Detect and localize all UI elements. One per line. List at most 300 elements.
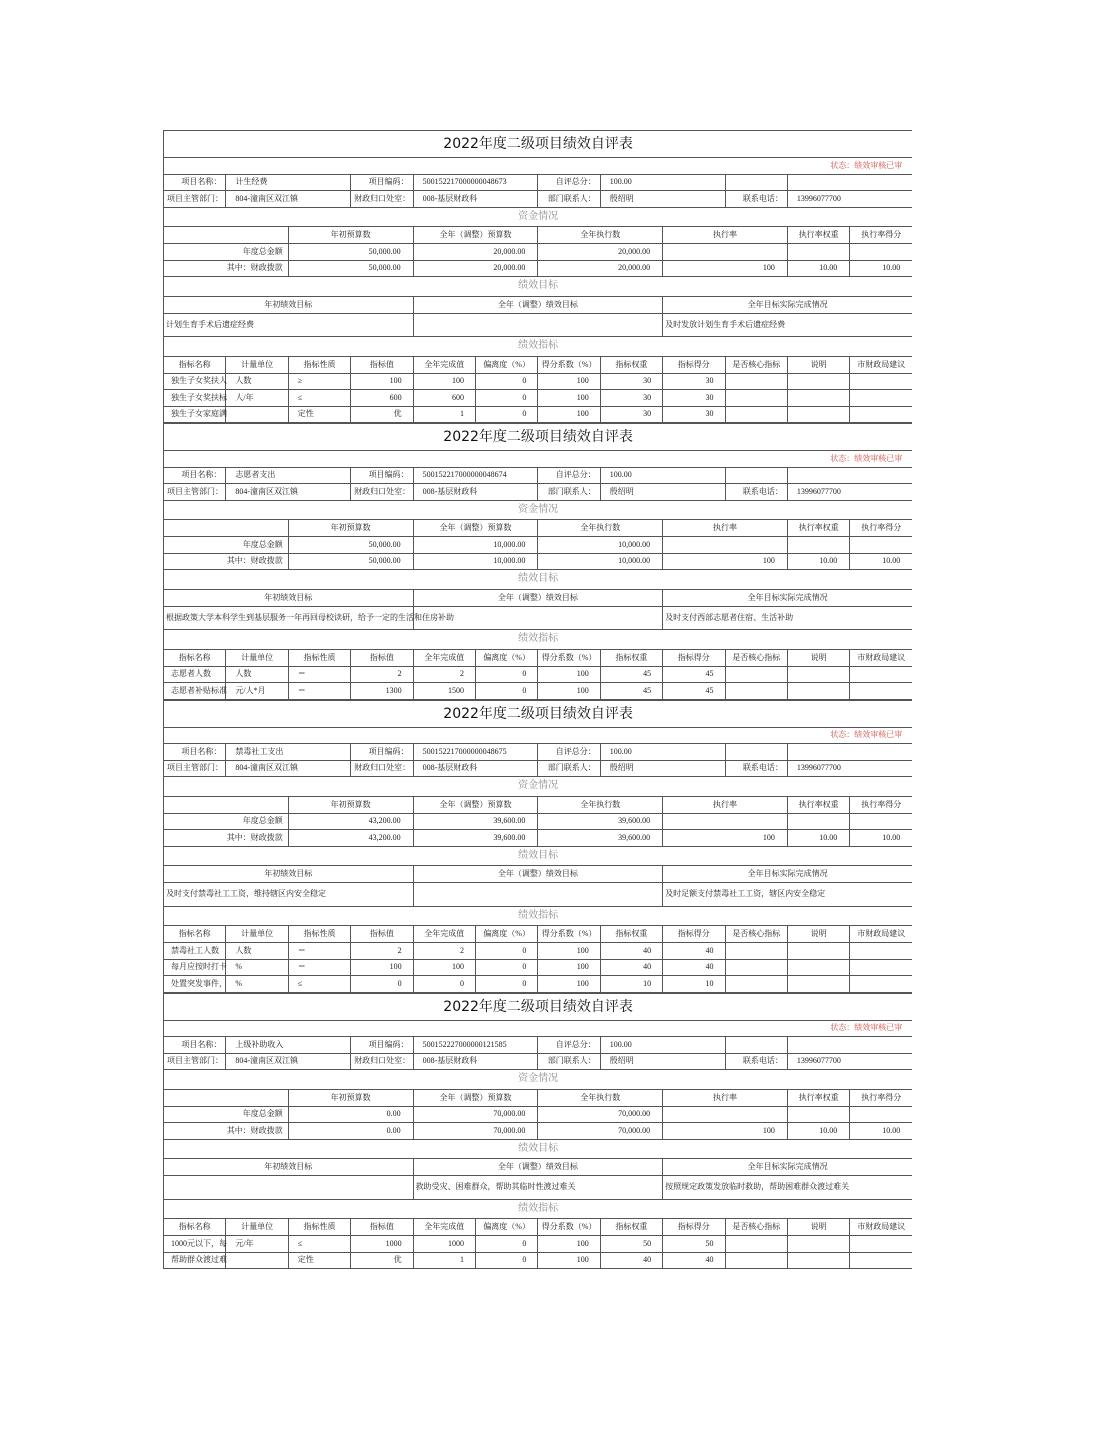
indicator-rows bbox=[164, 943, 913, 993]
indicator-note bbox=[787, 1252, 849, 1269]
funding-fiscal-adjusted: 20,000.00 bbox=[413, 260, 538, 277]
funding-total-adjusted: 10,000.00 bbox=[413, 537, 538, 554]
empty-cell bbox=[787, 467, 912, 484]
empty-cell bbox=[663, 244, 788, 261]
indicator-name: 处置突发事件， bbox=[164, 976, 226, 993]
funding-fiscal-initial: 50,000.00 bbox=[288, 553, 413, 570]
empty-cell bbox=[725, 174, 787, 191]
indicator-nature: ≤ bbox=[288, 1236, 350, 1253]
indicator-target: 600 bbox=[351, 390, 413, 407]
funding-fiscal-weight: 10.00 bbox=[787, 553, 849, 570]
funding-fiscal-initial: 50,000.00 bbox=[288, 260, 413, 277]
indicator-weight: 40 bbox=[600, 943, 662, 960]
table-header-body bbox=[164, 424, 913, 667]
project-code-label: 项目编码： bbox=[351, 467, 413, 484]
indicator-target: 100 bbox=[351, 959, 413, 976]
funding-header-adjusted: 全年（调整）预算数 bbox=[413, 520, 538, 537]
indicator-suggestion bbox=[850, 1236, 912, 1253]
indicator-weight: 40 bbox=[600, 959, 662, 976]
indicator-target: 优 bbox=[351, 406, 413, 423]
indicator-header-name: 指标名称 bbox=[164, 356, 226, 373]
indicator-row bbox=[164, 943, 913, 960]
indicator-core-flag bbox=[725, 683, 787, 700]
department-label: 项目主管部门： bbox=[164, 191, 226, 208]
indicator-deviation: 0 bbox=[475, 373, 537, 390]
funding-fiscal-initial: 43,200.00 bbox=[288, 830, 413, 847]
department-value: 804-潼南区双江镇 bbox=[226, 760, 351, 777]
indicator-deviation: 0 bbox=[475, 976, 537, 993]
indicator-score: 10 bbox=[663, 976, 725, 993]
table-title: 2022年度二级项目绩效自评表 bbox=[164, 993, 913, 1020]
status-text: 状态：绩效审核已审 bbox=[164, 1020, 913, 1037]
indicator-name: 志愿者补贴标准 bbox=[164, 683, 226, 700]
goal-header-adjusted: 全年（调整）绩效目标 bbox=[413, 296, 663, 313]
funding-header-score: 执行率得分 bbox=[850, 227, 912, 244]
funding-header-executed: 全年执行数 bbox=[538, 796, 663, 813]
indicator-nature: 定性 bbox=[288, 1252, 350, 1269]
indicator-weight: 45 bbox=[600, 666, 662, 683]
funding-header-score: 执行率得分 bbox=[850, 520, 912, 537]
empty-cell bbox=[787, 174, 912, 191]
funding-fiscal-initial: 0.00 bbox=[288, 1123, 413, 1140]
project-code-value: 500152217000000048673 bbox=[413, 174, 538, 191]
indicator-core-flag bbox=[725, 373, 787, 390]
empty-cell bbox=[725, 744, 787, 761]
phone-value: 13996077700 bbox=[787, 1053, 912, 1070]
indicator-header-name: 指标名称 bbox=[164, 649, 226, 666]
funding-fiscal-label: 其中：财政拨款 bbox=[164, 830, 289, 847]
indicator-row bbox=[164, 683, 913, 700]
indicator-coefficient: 100 bbox=[538, 959, 600, 976]
performance-evaluation-table bbox=[163, 700, 912, 993]
phone-label: 联系电话： bbox=[725, 191, 787, 208]
indicator-header-nature: 指标性质 bbox=[288, 1219, 350, 1236]
self-score-label: 自评总分： bbox=[538, 1037, 600, 1054]
self-score-value: 100.00 bbox=[600, 1037, 725, 1054]
indicator-row bbox=[164, 1236, 913, 1253]
project-code-value: 500152217000000048675 bbox=[413, 744, 538, 761]
project-code-value: 500152217000000048674 bbox=[413, 467, 538, 484]
indicator-deviation: 0 bbox=[475, 406, 537, 423]
empty-cell bbox=[164, 796, 289, 813]
indicator-header-score: 指标得分 bbox=[663, 356, 725, 373]
finance-office-label: 财政归口处室： bbox=[351, 484, 413, 501]
department-label: 项目主管部门： bbox=[164, 760, 226, 777]
indicator-coefficient: 100 bbox=[538, 683, 600, 700]
funding-header-executed: 全年执行数 bbox=[538, 1089, 663, 1106]
indicator-suggestion bbox=[850, 390, 912, 407]
self-score-label: 自评总分： bbox=[538, 744, 600, 761]
table-header-body bbox=[164, 131, 913, 374]
goals-header-row bbox=[164, 866, 913, 883]
indicator-header-deviation: 偏离度（%） bbox=[475, 649, 537, 666]
funding-header-initial: 年初预算数 bbox=[288, 796, 413, 813]
indicator-name: 独生子女家庭满 bbox=[164, 406, 226, 423]
indicator-header-core: 是否核心指标 bbox=[725, 649, 787, 666]
indicator-score: 40 bbox=[663, 1252, 725, 1269]
phone-label: 联系电话： bbox=[725, 484, 787, 501]
indicator-header-weight: 指标权重 bbox=[600, 649, 662, 666]
department-value: 804-潼南区双江镇 bbox=[226, 191, 351, 208]
empty-cell bbox=[663, 537, 788, 554]
funding-fiscal-rate: 100 bbox=[663, 830, 788, 847]
indicator-header-note: 说明 bbox=[787, 649, 849, 666]
funding-fiscal-score: 10.00 bbox=[850, 1123, 912, 1140]
project-info-row bbox=[164, 1037, 913, 1054]
indicator-target: 100 bbox=[351, 373, 413, 390]
indicator-header-suggestion: 市财政局建议 bbox=[850, 926, 912, 943]
phone-value: 13996077700 bbox=[787, 760, 912, 777]
indicator-header-target: 指标值 bbox=[351, 356, 413, 373]
contact-label: 部门联系人： bbox=[538, 191, 600, 208]
funding-total-row bbox=[164, 244, 913, 261]
indicator-score: 30 bbox=[663, 373, 725, 390]
indicators-section-heading: 绩效指标 bbox=[164, 337, 913, 357]
indicator-unit: 人数 bbox=[226, 943, 288, 960]
indicator-core-flag bbox=[725, 1252, 787, 1269]
indicator-name: 帮助群众渡过难 bbox=[164, 1252, 226, 1269]
indicator-target: 1300 bbox=[351, 683, 413, 700]
indicator-target: 2 bbox=[351, 666, 413, 683]
indicator-coefficient: 100 bbox=[538, 406, 600, 423]
funding-fiscal-label: 其中：财政拨款 bbox=[164, 553, 289, 570]
indicator-nature: ≥ bbox=[288, 373, 350, 390]
table-header-body bbox=[164, 700, 913, 943]
finance-office-value: 008-基层财政科 bbox=[413, 760, 538, 777]
indicator-weight: 30 bbox=[600, 373, 662, 390]
indicator-weight: 30 bbox=[600, 390, 662, 407]
indicator-score: 40 bbox=[663, 959, 725, 976]
phone-label: 联系电话： bbox=[725, 760, 787, 777]
self-score-value: 100.00 bbox=[600, 744, 725, 761]
indicator-header-unit: 计量单位 bbox=[226, 356, 288, 373]
indicator-nature: 定性 bbox=[288, 406, 350, 423]
funding-fiscal-row bbox=[164, 830, 913, 847]
indicator-actual: 1 bbox=[413, 1252, 475, 1269]
indicator-nature: ＝ bbox=[288, 683, 350, 700]
indicator-deviation: 0 bbox=[475, 959, 537, 976]
indicator-note bbox=[787, 943, 849, 960]
funding-total-label: 年度总金额 bbox=[164, 1106, 289, 1123]
contact-label: 部门联系人： bbox=[538, 1053, 600, 1070]
funding-fiscal-rate: 100 bbox=[663, 260, 788, 277]
indicator-actual: 100 bbox=[413, 373, 475, 390]
department-label: 项目主管部门： bbox=[164, 1053, 226, 1070]
project-name-value: 上级补助收入 bbox=[226, 1037, 351, 1054]
funding-fiscal-adjusted: 70,000.00 bbox=[413, 1123, 538, 1140]
status-text: 状态：绩效审核已审 bbox=[164, 158, 913, 175]
funding-header-adjusted: 全年（调整）预算数 bbox=[413, 1089, 538, 1106]
funding-header-weight: 执行率权重 bbox=[787, 227, 849, 244]
indicator-actual: 2 bbox=[413, 943, 475, 960]
indicator-header-unit: 计量单位 bbox=[226, 649, 288, 666]
goals-header-row bbox=[164, 296, 913, 313]
funding-fiscal-label: 其中：财政拨款 bbox=[164, 1123, 289, 1140]
indicator-header-target: 指标值 bbox=[351, 649, 413, 666]
indicator-note bbox=[787, 683, 849, 700]
indicator-header-row bbox=[164, 649, 913, 666]
goal-header-actual: 全年目标实际完成情况 bbox=[663, 589, 913, 606]
indicator-core-flag bbox=[725, 406, 787, 423]
goals-section-heading: 绩效目标 bbox=[164, 570, 913, 590]
empty-cell bbox=[164, 1089, 289, 1106]
project-name-label: 项目名称： bbox=[164, 467, 226, 484]
indicator-deviation: 0 bbox=[475, 1252, 537, 1269]
indicator-rows bbox=[164, 1236, 913, 1269]
project-name-value: 禁毒社工支出 bbox=[226, 744, 351, 761]
funding-header-adjusted: 全年（调整）预算数 bbox=[413, 227, 538, 244]
indicator-core-flag bbox=[725, 666, 787, 683]
indicator-row bbox=[164, 666, 913, 683]
funding-fiscal-weight: 10.00 bbox=[787, 1123, 849, 1140]
empty-cell bbox=[663, 813, 788, 830]
funding-header-rate: 执行率 bbox=[663, 796, 788, 813]
indicator-suggestion bbox=[850, 943, 912, 960]
indicator-header-core: 是否核心指标 bbox=[725, 356, 787, 373]
goal-header-adjusted: 全年（调整）绩效目标 bbox=[413, 589, 663, 606]
indicator-target: 1000 bbox=[351, 1236, 413, 1253]
indicator-coefficient: 100 bbox=[538, 1252, 600, 1269]
indicator-header-coefficient: 得分系数（%） bbox=[538, 356, 600, 373]
indicator-header-target: 指标值 bbox=[351, 926, 413, 943]
funding-header-weight: 执行率权重 bbox=[787, 796, 849, 813]
empty-cell bbox=[164, 227, 289, 244]
department-info-row bbox=[164, 484, 913, 501]
indicator-unit: 人数 bbox=[226, 373, 288, 390]
goal-header-adjusted: 全年（调整）绩效目标 bbox=[413, 1159, 663, 1176]
funding-total-row bbox=[164, 1106, 913, 1123]
performance-evaluation-table bbox=[163, 423, 912, 700]
indicator-actual: 600 bbox=[413, 390, 475, 407]
indicator-note bbox=[787, 1236, 849, 1253]
contact-label: 部门联系人： bbox=[538, 760, 600, 777]
indicator-header-coefficient: 得分系数（%） bbox=[538, 649, 600, 666]
indicator-row bbox=[164, 959, 913, 976]
finance-office-label: 财政归口处室： bbox=[351, 191, 413, 208]
indicator-header-deviation: 偏离度（%） bbox=[475, 356, 537, 373]
indicator-deviation: 0 bbox=[475, 943, 537, 960]
indicator-rows bbox=[164, 666, 913, 699]
project-name-label: 项目名称： bbox=[164, 174, 226, 191]
funding-total-label: 年度总金额 bbox=[164, 813, 289, 830]
indicator-header-note: 说明 bbox=[787, 1219, 849, 1236]
indicator-score: 50 bbox=[663, 1236, 725, 1253]
indicator-nature: ≤ bbox=[288, 390, 350, 407]
department-info-row bbox=[164, 1053, 913, 1070]
project-code-label: 项目编码： bbox=[351, 1037, 413, 1054]
contact-value: 殷绍明 bbox=[600, 484, 725, 501]
indicator-header-row bbox=[164, 926, 913, 943]
indicator-header-nature: 指标性质 bbox=[288, 649, 350, 666]
indicator-coefficient: 100 bbox=[538, 943, 600, 960]
indicator-header-unit: 计量单位 bbox=[226, 926, 288, 943]
department-info-row bbox=[164, 760, 913, 777]
indicator-score: 45 bbox=[663, 666, 725, 683]
goal-header-initial: 年初绩效目标 bbox=[164, 1159, 414, 1176]
funding-fiscal-executed: 70,000.00 bbox=[538, 1123, 663, 1140]
indicator-actual: 1500 bbox=[413, 683, 475, 700]
indicator-unit bbox=[226, 1252, 288, 1269]
indicator-score: 30 bbox=[663, 390, 725, 407]
goal-header-actual: 全年目标实际完成情况 bbox=[663, 296, 913, 313]
goal-header-initial: 年初绩效目标 bbox=[164, 589, 414, 606]
indicator-weight: 50 bbox=[600, 1236, 662, 1253]
indicator-header-weight: 指标权重 bbox=[600, 356, 662, 373]
indicator-rows bbox=[164, 373, 913, 423]
indicator-note bbox=[787, 390, 849, 407]
indicator-header-actual: 全年完成值 bbox=[413, 926, 475, 943]
goals-content-row bbox=[164, 1176, 913, 1200]
indicator-score: 40 bbox=[663, 943, 725, 960]
indicator-header-coefficient: 得分系数（%） bbox=[538, 1219, 600, 1236]
performance-evaluation-table bbox=[163, 993, 912, 1270]
indicator-nature: ＝ bbox=[288, 666, 350, 683]
indicator-core-flag bbox=[725, 390, 787, 407]
funding-total-executed: 39,600.00 bbox=[538, 813, 663, 830]
goals-section-heading: 绩效目标 bbox=[164, 846, 913, 866]
funding-total-label: 年度总金额 bbox=[164, 537, 289, 554]
indicator-unit: 元/年 bbox=[226, 1236, 288, 1253]
funding-header-executed: 全年执行数 bbox=[538, 227, 663, 244]
indicator-suggestion bbox=[850, 373, 912, 390]
indicator-coefficient: 100 bbox=[538, 390, 600, 407]
project-code-label: 项目编码： bbox=[351, 174, 413, 191]
funding-header-rate: 执行率 bbox=[663, 227, 788, 244]
goals-content-row bbox=[164, 313, 913, 337]
funding-header-weight: 执行率权重 bbox=[787, 520, 849, 537]
funding-fiscal-rate: 100 bbox=[663, 1123, 788, 1140]
funding-total-adjusted: 39,600.00 bbox=[413, 813, 538, 830]
funding-fiscal-label: 其中：财政拨款 bbox=[164, 260, 289, 277]
indicator-suggestion bbox=[850, 959, 912, 976]
funding-total-executed: 20,000.00 bbox=[538, 244, 663, 261]
project-info-row bbox=[164, 174, 913, 191]
contact-value: 殷绍明 bbox=[600, 1053, 725, 1070]
indicator-deviation: 0 bbox=[475, 666, 537, 683]
indicator-name: 志愿者人数 bbox=[164, 666, 226, 683]
self-score-label: 自评总分： bbox=[538, 467, 600, 484]
indicator-note bbox=[787, 666, 849, 683]
indicator-deviation: 0 bbox=[475, 390, 537, 407]
self-score-value: 100.00 bbox=[600, 467, 725, 484]
funding-section-heading: 资金情况 bbox=[164, 777, 913, 797]
indicator-unit: 元/人*月 bbox=[226, 683, 288, 700]
contact-value: 殷绍明 bbox=[600, 191, 725, 208]
indicator-weight: 10 bbox=[600, 976, 662, 993]
phone-value: 13996077700 bbox=[787, 191, 912, 208]
indicator-suggestion bbox=[850, 1252, 912, 1269]
goal-actual-text: 及时发放计划生育手术后遗症经费 bbox=[663, 313, 913, 337]
indicator-deviation: 0 bbox=[475, 683, 537, 700]
empty-cell bbox=[725, 1037, 787, 1054]
indicator-name: 每月应按时打卡 bbox=[164, 959, 226, 976]
indicator-target: 2 bbox=[351, 943, 413, 960]
project-code-value: 500152227000000121585 bbox=[413, 1037, 538, 1054]
project-name-value: 志愿者支出 bbox=[226, 467, 351, 484]
funding-header-score: 执行率得分 bbox=[850, 796, 912, 813]
goals-section-heading: 绩效目标 bbox=[164, 1139, 913, 1159]
goal-header-initial: 年初绩效目标 bbox=[164, 866, 414, 883]
funding-fiscal-row bbox=[164, 553, 913, 570]
empty-cell bbox=[787, 1037, 912, 1054]
indicator-name: 独生子女奖扶标 bbox=[164, 390, 226, 407]
indicator-unit: 人/年 bbox=[226, 390, 288, 407]
indicator-weight: 45 bbox=[600, 683, 662, 700]
indicator-core-flag bbox=[725, 976, 787, 993]
goals-content-row bbox=[164, 883, 913, 907]
empty-cell bbox=[850, 813, 912, 830]
funding-fiscal-rate: 100 bbox=[663, 553, 788, 570]
indicator-suggestion bbox=[850, 683, 912, 700]
funding-header-score: 执行率得分 bbox=[850, 1089, 912, 1106]
goal-actual-text: 及时足额支付禁毒社工工资，辖区内安全稳定 bbox=[663, 883, 913, 907]
phone-value: 13996077700 bbox=[787, 484, 912, 501]
goal-actual-text: 按照规定政策发放临时救助，帮助困难群众渡过难关 bbox=[663, 1176, 913, 1200]
finance-office-value: 008-基层财政科 bbox=[413, 484, 538, 501]
indicator-header-score: 指标得分 bbox=[663, 926, 725, 943]
goals-section-heading: 绩效目标 bbox=[164, 277, 913, 297]
indicator-header-weight: 指标权重 bbox=[600, 1219, 662, 1236]
contact-value: 殷绍明 bbox=[600, 760, 725, 777]
goals-header-row bbox=[164, 1159, 913, 1176]
funding-header-row bbox=[164, 227, 913, 244]
department-value: 804-潼南区双江镇 bbox=[226, 1053, 351, 1070]
funding-fiscal-row bbox=[164, 1123, 913, 1140]
funding-total-adjusted: 70,000.00 bbox=[413, 1106, 538, 1123]
funding-fiscal-weight: 10.00 bbox=[787, 830, 849, 847]
table-title: 2022年度二级项目绩效自评表 bbox=[164, 424, 913, 451]
finance-office-value: 008-基层财政科 bbox=[413, 191, 538, 208]
funding-fiscal-score: 10.00 bbox=[850, 260, 912, 277]
indicator-header-deviation: 偏离度（%） bbox=[475, 926, 537, 943]
indicator-coefficient: 100 bbox=[538, 666, 600, 683]
indicator-note bbox=[787, 373, 849, 390]
indicator-name: 禁毒社工人数 bbox=[164, 943, 226, 960]
goals-content-row bbox=[164, 606, 913, 630]
indicator-note bbox=[787, 976, 849, 993]
indicator-core-flag bbox=[725, 1236, 787, 1253]
indicator-header-actual: 全年完成值 bbox=[413, 1219, 475, 1236]
funding-total-row bbox=[164, 537, 913, 554]
funding-header-executed: 全年执行数 bbox=[538, 520, 663, 537]
evaluation-document bbox=[163, 130, 912, 1269]
goal-header-actual: 全年目标实际完成情况 bbox=[663, 1159, 913, 1176]
indicator-header-row bbox=[164, 356, 913, 373]
goal-header-adjusted: 全年（调整）绩效目标 bbox=[413, 866, 663, 883]
indicator-header-actual: 全年完成值 bbox=[413, 649, 475, 666]
funding-header-weight: 执行率权重 bbox=[787, 1089, 849, 1106]
indicator-note bbox=[787, 959, 849, 976]
funding-header-adjusted: 全年（调整）预算数 bbox=[413, 796, 538, 813]
self-score-label: 自评总分： bbox=[538, 174, 600, 191]
contact-label: 部门联系人： bbox=[538, 484, 600, 501]
indicator-header-note: 说明 bbox=[787, 356, 849, 373]
empty-cell bbox=[725, 467, 787, 484]
funding-fiscal-score: 10.00 bbox=[850, 553, 912, 570]
funding-header-initial: 年初预算数 bbox=[288, 227, 413, 244]
finance-office-label: 财政归口处室： bbox=[351, 760, 413, 777]
goal-initial-text bbox=[164, 1176, 414, 1200]
funding-header-row bbox=[164, 1089, 913, 1106]
indicator-coefficient: 100 bbox=[538, 976, 600, 993]
goal-adjusted-text bbox=[413, 313, 663, 337]
indicator-header-score: 指标得分 bbox=[663, 1219, 725, 1236]
indicator-header-suggestion: 市财政局建议 bbox=[850, 649, 912, 666]
indicators-section-heading: 绩效指标 bbox=[164, 906, 913, 926]
indicator-actual: 2 bbox=[413, 666, 475, 683]
goal-adjusted-text bbox=[413, 883, 663, 907]
empty-cell bbox=[663, 1106, 788, 1123]
